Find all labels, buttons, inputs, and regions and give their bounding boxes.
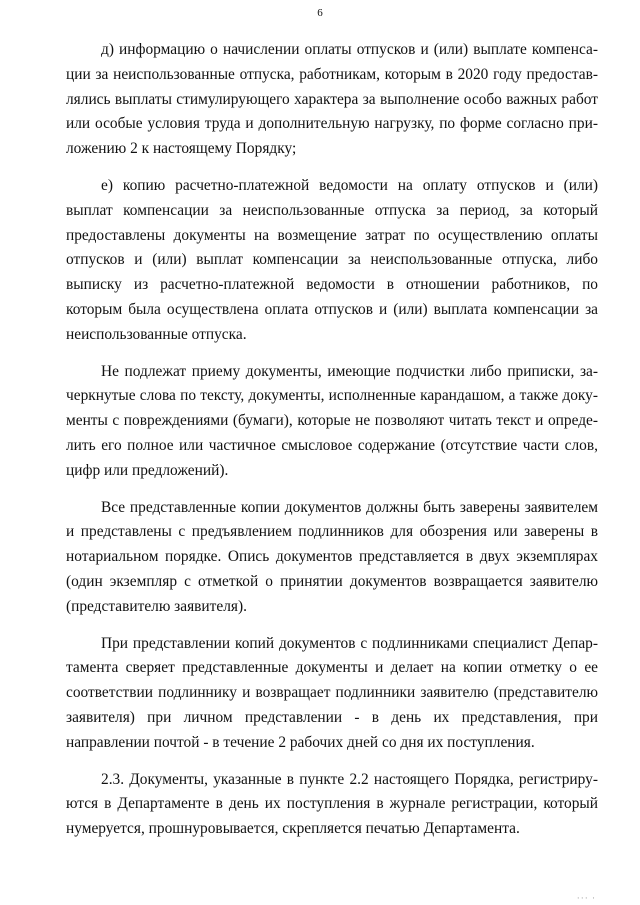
paragraph-e-payroll-copy: е) копию расчетно-платежной ведомости на оплату отпусков и (или) выплат компенсации за неиспользованные отпуска за период, за который предоставлены документы на возмещение затрат по осуществлению оплаты отпусков и (или) выплат компенсации за неиспользованные отпуска, либо выписку из расчетно-платежной ведомости в отношении работников, по которым была осуществлена оплата отпусков и (или) выплата компенсации за неиспользованные отпуска. <box>66 176 598 343</box>
paragraph-rejected-documents: Не подлежат приему документы, имеющие подчистки либо приписки, зачеркнутые слова по тексту, документы, исполненные карандашом, а также документы с повреждениями (бумаги), которые не позволяют читать текст и определить его полное или частичное смысловое содержание (отсутствие части слов, цифр или предложений). <box>66 362 598 479</box>
page-number: 6 <box>317 7 323 19</box>
paragraph-certified-copies: Все представленные копии документов должны быть заверены заявителем и представлены с предъявлением подлинников для обозрения или заверены в нотариальном порядке. Опись документов представляется в двух экземплярах (один экземпляр с отметкой о принятии документов возвращается заявителю (представителю заявителя). <box>66 498 598 615</box>
paragraph-d-vacation-pay-info: д) информацию о начислении оплаты отпусков и (или) выплате компенсации за неиспользованные отпуска, работникам, которым в 2020 году предоставлялись выплаты стимулирующего характера за выполнение особо важных работ или особые условия труда и дополнительную нагрузку, по форме согласно приложению 2 к настоящему Порядку; <box>66 41 598 158</box>
paragraph-copy-verification: При представлении копий документов с подлинниками специалист Департамента сверяет представленные документы и делает на копии отметку о ее соответствии подлиннику и возвращает подлинники заявителю (представителю заявителя) при личном представлении - в день их представления, при направлении почтой - в течение 2 рабочих дней со дня их поступления. <box>66 634 598 751</box>
paragraph-2-3-registration: 2.3. Документы, указанные в пункте 2.2 настоящего Порядка, регистрируются в Департаменте в день их поступления в журнале регистрации, который нумеруется, прошнуровывается, скрепляется печатью Департамента. <box>66 770 598 838</box>
scan-artifact-bottom: ··· · <box>576 893 596 903</box>
document-body <box>66 38 598 854</box>
scan-artifact-top <box>601 0 620 4</box>
